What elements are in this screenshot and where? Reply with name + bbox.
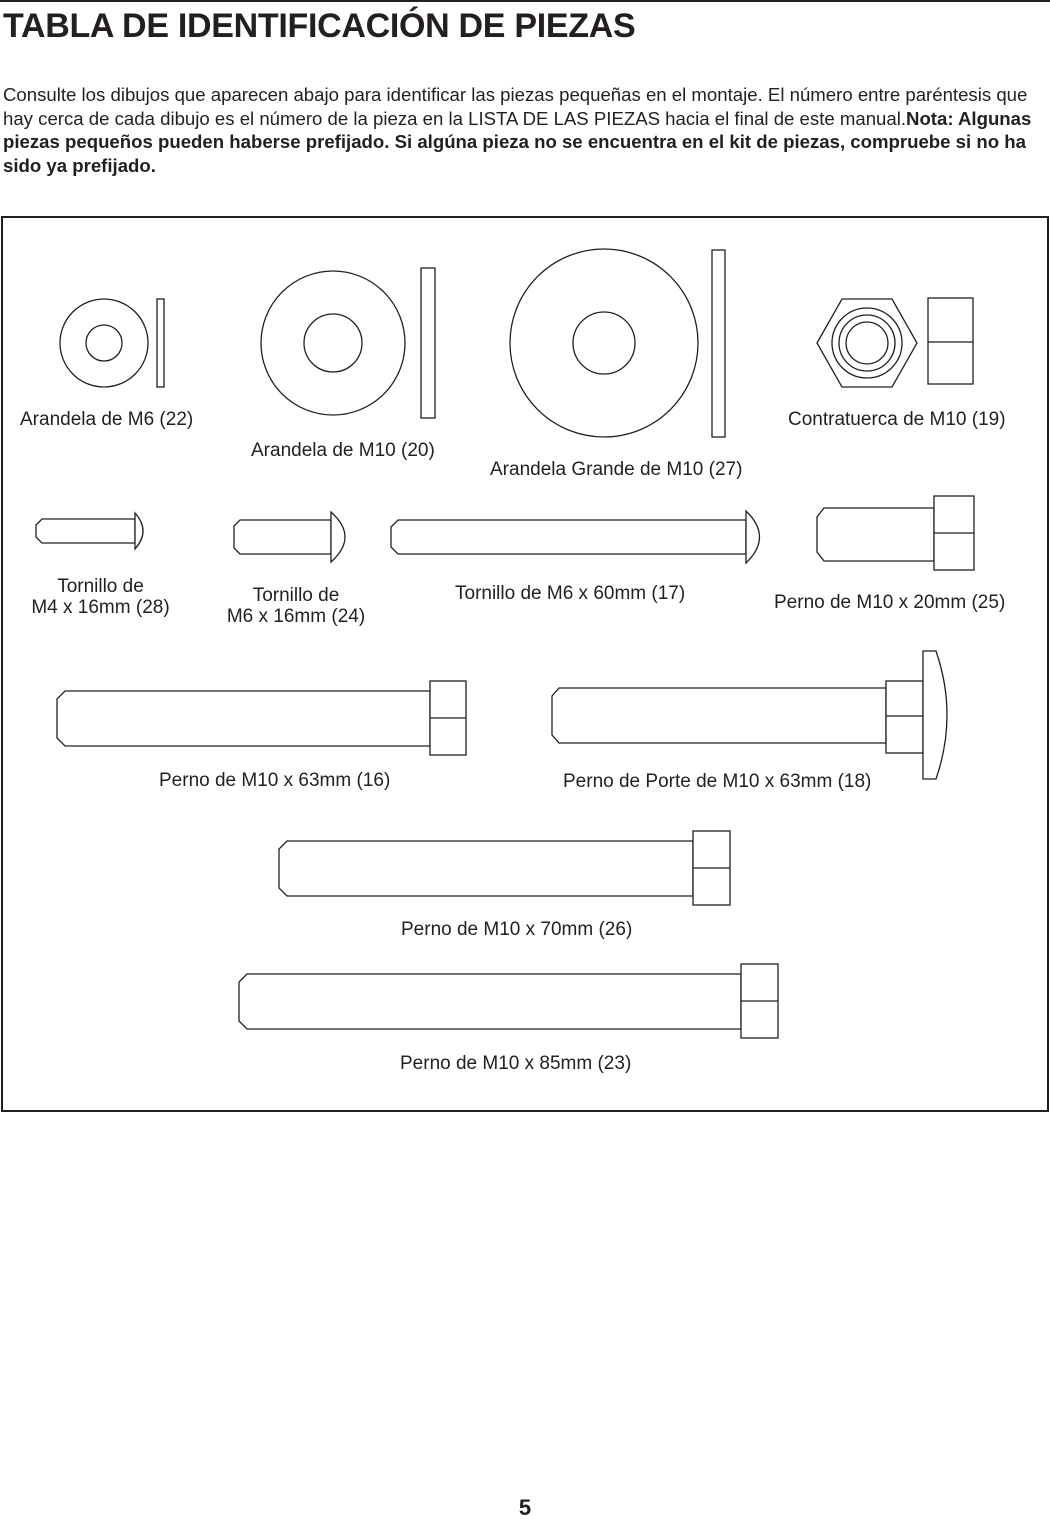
carriage-bolt-m10x63-drawing bbox=[552, 651, 947, 779]
label-washer-m10: Arandela de M10 (20) bbox=[251, 440, 435, 461]
bolt-m10x20-drawing bbox=[817, 496, 974, 570]
label-carriage-bolt-m10x63: Perno de Porte de M10 x 63mm (18) bbox=[563, 771, 872, 792]
top-rule bbox=[0, 0, 1050, 2]
locknut-m10-drawing bbox=[817, 298, 973, 387]
label-washer-m6: Arandela de M6 (22) bbox=[20, 409, 194, 430]
screw-m6x16-drawing bbox=[234, 512, 345, 562]
bolt-m10x70-drawing bbox=[279, 831, 730, 905]
bolt-m10x85-drawing bbox=[239, 964, 778, 1038]
label-bolt-m10x70: Perno de M10 x 70mm (26) bbox=[401, 919, 633, 940]
label-washer-large-m10: Arandela Grande de M10 (27) bbox=[490, 459, 743, 480]
label-screw-m6x60: Tornillo de M6 x 60mm (17) bbox=[455, 583, 686, 604]
intro-paragraph bbox=[3, 83, 1047, 177]
washer-large-m10-drawing bbox=[510, 249, 725, 437]
washer-m10-drawing bbox=[261, 268, 435, 418]
screw-m6x60-drawing bbox=[391, 511, 760, 563]
label-screw-m4x16-line1: Tornillo de bbox=[57, 576, 144, 597]
parts-identification-chart bbox=[1, 216, 1049, 1112]
label-screw-m4x16 bbox=[23, 576, 178, 618]
page-title: TABLA DE IDENTIFICACIÓN DE PIEZAS bbox=[3, 7, 636, 45]
screw-m4x16-drawing bbox=[36, 513, 143, 549]
label-screw-m6x16-line2: M6 x 16mm (24) bbox=[226, 606, 366, 627]
washer-m6-drawing bbox=[60, 299, 164, 387]
bolt-m10x63-drawing bbox=[57, 681, 466, 755]
intro-note: Nota: Algunas piezas pequeños pueden haberse prefijado. Si algúna pieza no se encuentra en el kit de piezas, compruebe si no ha sido ya prefijado. bbox=[3, 107, 1032, 176]
page-number: 5 bbox=[518, 1495, 532, 1520]
label-locknut-m10: Contratuerca de M10 (19) bbox=[788, 409, 1006, 430]
label-bolt-m10x20: Perno de M10 x 20mm (25) bbox=[774, 592, 1006, 613]
label-screw-m4x16-line2: M4 x 16mm (28) bbox=[31, 597, 170, 618]
label-screw-m6x16-line1: Tornillo de bbox=[252, 585, 340, 606]
intro-text: Consulte los dibujos que aparecen abajo para identificar las piezas pequeñas en el montaje. El número entre paréntesis que hay cerca de cada dibujo es el número de la pieza en la LISTA DE LAS PIEZAS hacia el final de este manual. bbox=[3, 84, 1028, 129]
label-bolt-m10x85: Perno de M10 x 85mm (23) bbox=[400, 1053, 632, 1074]
label-bolt-m10x63: Perno de M10 x 63mm (16) bbox=[159, 770, 391, 791]
label-screw-m6x16 bbox=[216, 585, 376, 627]
parts-drawings bbox=[3, 218, 1047, 1110]
